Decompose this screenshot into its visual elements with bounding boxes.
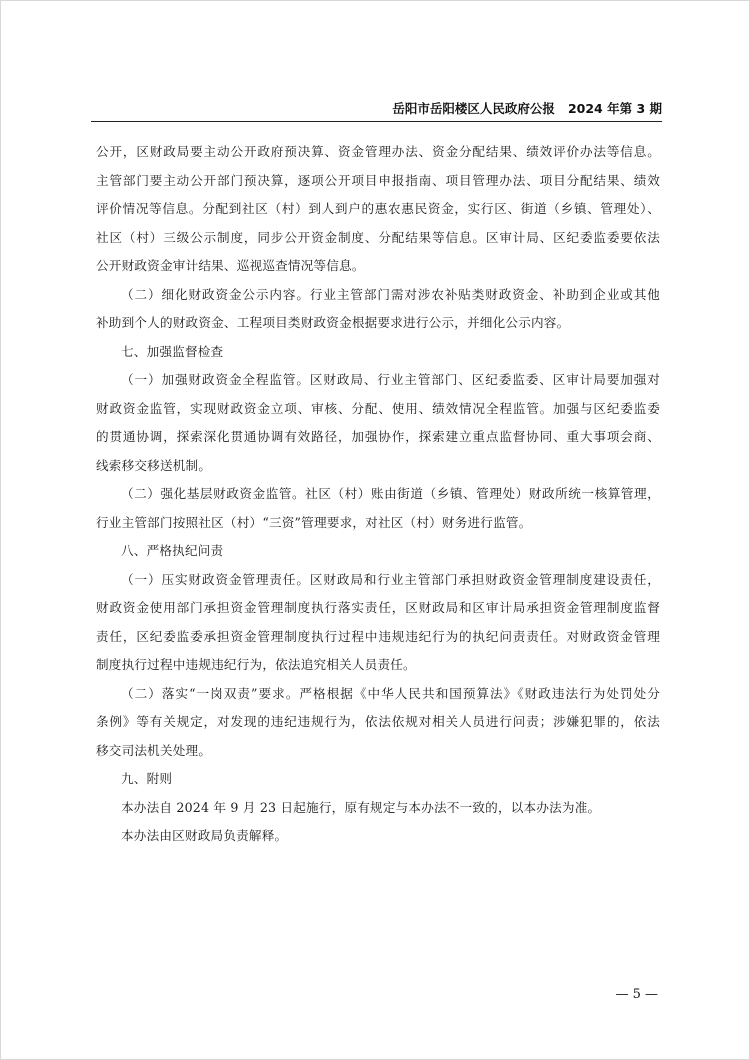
body-line: 线索移交移送机制。 <box>96 457 212 473</box>
body-line: 责任，区纪委监委承担资金管理制度执行过程中违规违纪行为的执纪问责责任。对财政资金管理 <box>96 628 660 644</box>
body-line: 财政资金使用部门承担资金管理制度执行落实责任，区财政局和区审计局承担资金管理制度监督 <box>96 600 660 615</box>
page-number: — 5 — <box>615 987 658 1002</box>
body-line: 主管部门要主动公开部门预决算，逐项公开项目申报指南、项目管理办法、项目分配结果、绩效 <box>96 172 660 188</box>
section-heading-9: 九、附则 <box>121 771 173 786</box>
body-line: 公开，区财政局要主动公开政府预决算、资金管理办法、资金分配结果、绩效评价办法等信息。 <box>96 144 660 159</box>
document-body <box>96 138 660 851</box>
body-line: 社区（村）三级公示制度，同步公开资金制度、分配结果等信息。区审计局、区纪委监委要依法 <box>96 229 660 245</box>
section-heading-8: 八、严格执纪问责 <box>121 543 224 558</box>
body-line: 公开财政资金审计结果、巡视巡查情况等信息。 <box>96 258 365 273</box>
body-line: （一）压实财政资金管理责任。区财政局和行业主管部门承担财政资金管理制度建设责任， <box>121 571 660 587</box>
body-line: （二）落实“一岗双责”要求。严格根据《中华人民共和国预算法》《财政违法行为处罚处分 <box>121 685 660 701</box>
section-heading-7: 七、加强监督检查 <box>121 343 224 359</box>
body-line: 条例》等有关规定，对发现的违纪违规行为，依法依规对相关人员进行问责；涉嫌犯罪的，依法 <box>96 714 660 729</box>
body-line: 制度执行过程中违规违纪行为，依法追究相关人员责任。 <box>96 657 416 672</box>
body-line: 本办法由区财政局负责解释。 <box>121 828 288 843</box>
body-line: （二）细化财政资金公示内容。行业主管部门需对涉农补贴类财政资金、补助到企业或其他 <box>121 286 660 302</box>
body-line: 财政资金监管，实现财政资金立项、审核、分配、使用、绩效情况全程监管。加强与区纪委监委 <box>96 400 660 416</box>
body-line: （一）加强财政资金全程监管。区财政局、行业主管部门、区纪委监委、区审计局要加强对 <box>121 372 660 387</box>
body-line: 行业主管部门按照社区（村）“三资”管理要求，对社区（村）财务进行监管。 <box>96 514 532 530</box>
page-header <box>91 100 662 118</box>
body-line: 本办法自 2024 年 9 月 23 日起施行，原有规定与本办法不一致的，以本办法为准。 <box>121 799 601 815</box>
header-rule <box>91 121 662 122</box>
body-line: 评价情况等信息。分配到社区（村）到人到户的惠农惠民资金，实行区、街道（乡镇、管理处）、 <box>96 201 660 216</box>
body-line: （二）强化基层财政资金监管。社区（村）账由街道（乡镇、管理处）财政所统一核算管理， <box>121 486 660 501</box>
body-line: 的贯通协调，探索深化贯通协调有效路径，加强协作，探索建立重点监督协同、重大事项会商、 <box>96 429 660 444</box>
gazette-title: 岳阳市岳阳楼区人民政府公报 <box>392 101 555 116</box>
body-line: 移交司法机关处理。 <box>96 742 212 758</box>
body-line: 补助到个人的财政资金、工程项目类财政资金根据要求进行公示，并细化公示内容。 <box>96 315 570 330</box>
gazette-issue: 2024 年第 3 期 <box>567 101 662 116</box>
